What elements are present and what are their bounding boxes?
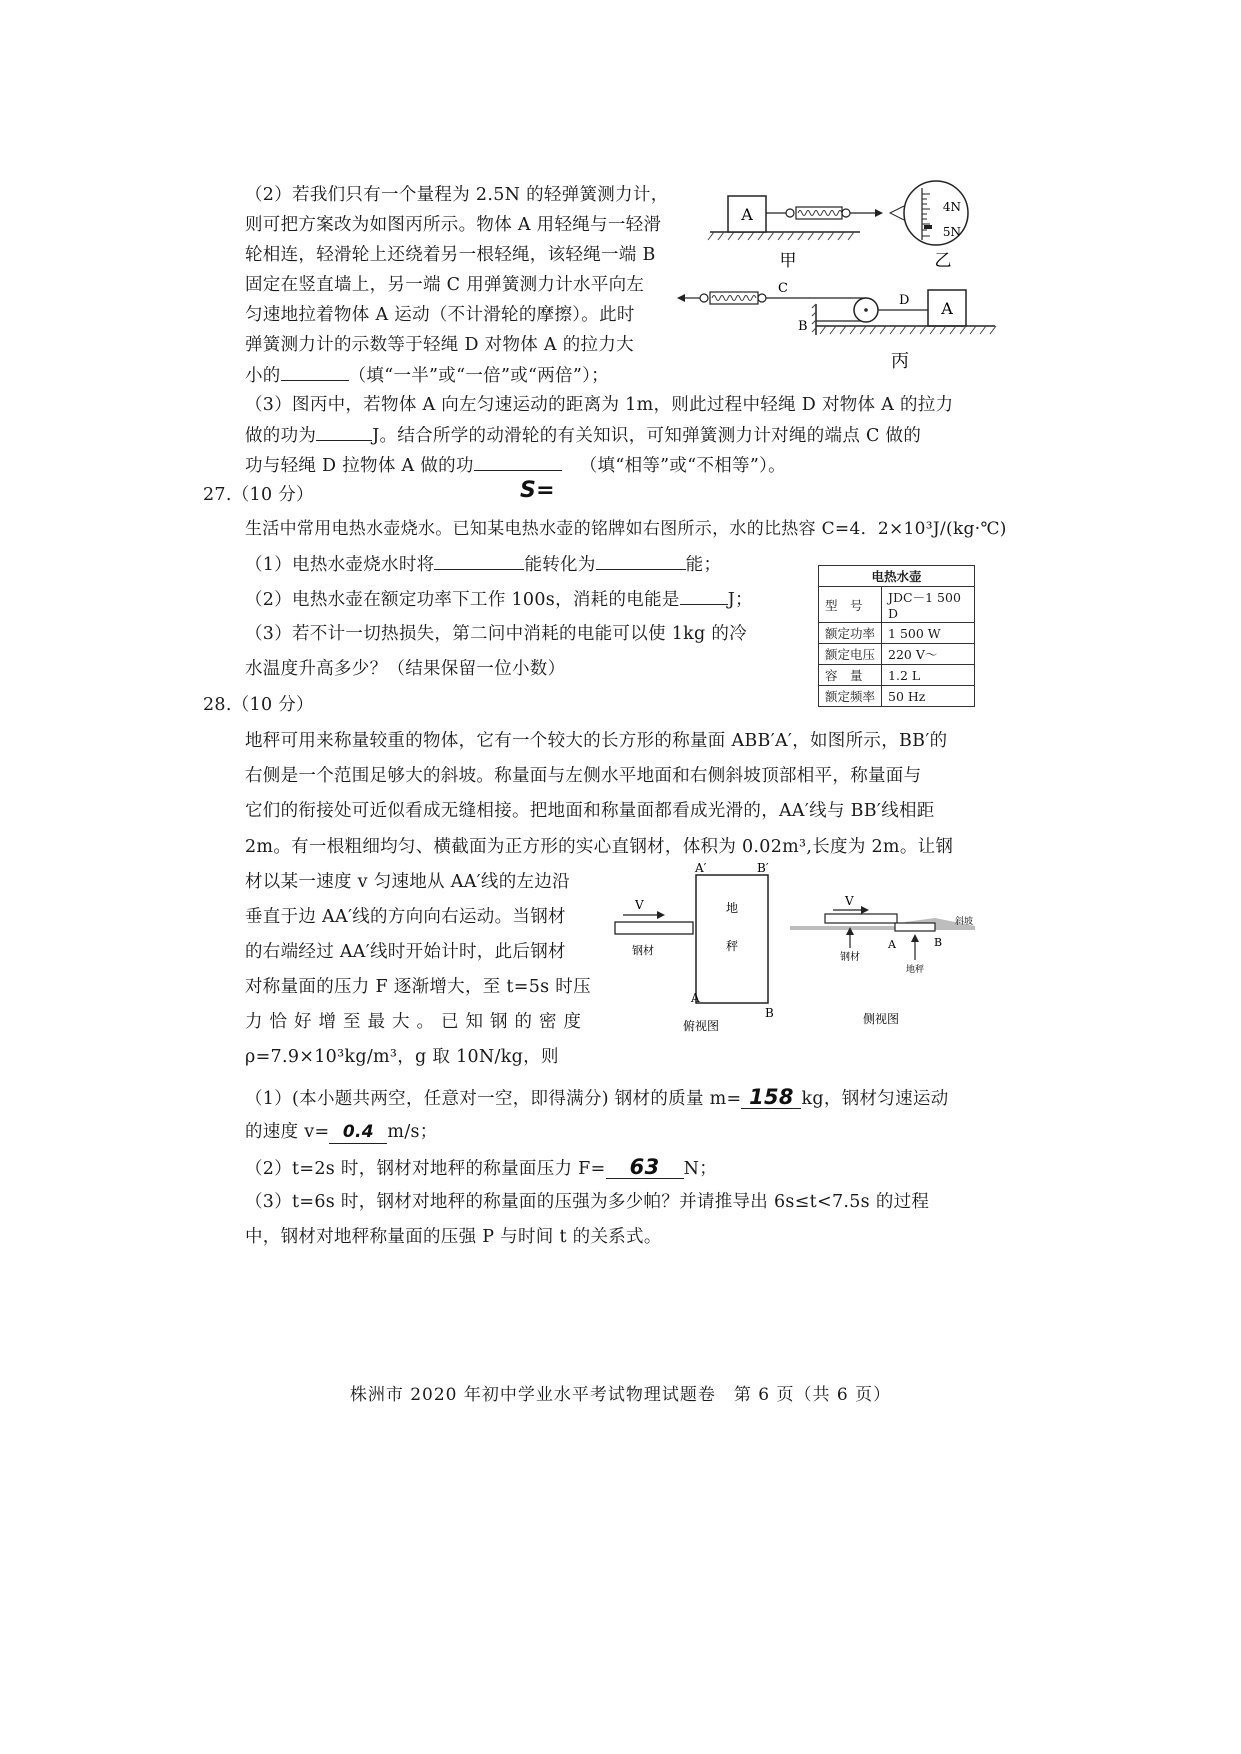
nameplate-title: 电热水壶: [819, 566, 975, 587]
scale-char-2: 秤: [725, 939, 739, 953]
spring-scale-jia: [796, 207, 842, 219]
q26-p2-line6: 弹簧测力计的示数等于轻绳 D 对物体 A 的拉力大: [245, 335, 634, 355]
q26-p3-line3-a: 功与轻绳 D 拉物体 A 做的功: [245, 456, 474, 476]
q28-l7: 的右端经过 AA′线时开始计时，此后钢材: [245, 942, 566, 962]
q28-l5: 材以某一速度 v 匀速地从 AA′线的左边沿: [245, 872, 570, 892]
handwritten-mark: S=: [520, 478, 555, 503]
q26-p2-line4: 固定在竖直墙上，另一端 C 用弹簧测力计水平向左: [245, 275, 645, 295]
answer-blank[interactable]: [281, 364, 349, 381]
label-c: C: [778, 281, 788, 296]
v-label-side: V: [845, 894, 854, 908]
nameplate-value: 1.2 L: [882, 665, 975, 686]
q26-p2-line7-b: （填“一半”或“一倍”或“两倍”）；: [348, 366, 609, 386]
q27-p3-line1: （3）若不计一切热损失，第二问中消耗的电能可以使 1kg 的冷: [245, 624, 747, 644]
nameplate-key: 额定电压: [819, 644, 882, 665]
scale-5n: 5N: [942, 225, 962, 239]
q26-p2-line7-a: 小的: [245, 366, 281, 386]
kettle-nameplate: [818, 565, 975, 707]
scale-label-side: 地秤: [905, 965, 925, 975]
q26-p3-line3-b: （填“相等”或“不相等”）。: [579, 456, 786, 476]
q26-p2-line2: 则可把方案改为如图丙所示。物体 A 用轻绳与一轻滑: [245, 215, 662, 235]
q28-l2: 右侧是一个范围足够大的斜坡。称量面与左侧水平地面和右侧斜坡顶部相平，称量面与: [245, 766, 922, 786]
nameplate-key: 额定功率: [819, 623, 882, 644]
b-prime-label: B′: [757, 861, 769, 875]
q28-s1-d: m/s；: [387, 1122, 438, 1142]
q26-p3-line2: [245, 424, 921, 447]
q28-l6: 垂直于边 AA′线的方向向右运动。当钢材: [245, 907, 566, 927]
label-d: D: [899, 293, 910, 308]
label-bing: 丙: [891, 351, 909, 372]
q26-p3-line1: （3）图丙中，若物体 A 向左匀速运动的距离为 1m，则此过程中轻绳 D 对物体 A 的拉力: [245, 395, 954, 415]
b-label-side: B: [934, 936, 943, 949]
slope-label: 斜坡: [955, 917, 974, 927]
steel-label-top: 钢材: [632, 944, 654, 957]
q28-s1-c: 的速度 v=: [245, 1122, 330, 1142]
q27-p3-line2: 水温度升高多少？（结果保留一位小数）: [245, 659, 566, 679]
answer-blank[interactable]: [596, 553, 686, 570]
q28-s1-b: kg，钢材匀速运动: [801, 1089, 949, 1109]
answer-blank[interactable]: [434, 553, 524, 570]
q26-p2-line3: 轮相连，轻滑轮上还绕着另一根轻绳，该轻绳一端 B: [245, 245, 656, 265]
side-view-caption: 侧视图: [863, 1012, 900, 1026]
q27-p1-a: （1）电热水壶烧水时将: [245, 555, 435, 575]
b-label-top: B: [765, 1006, 774, 1020]
q28-s3-line2: 中，钢材对地秤称量面的压强 P 与时间 t 的关系式。: [245, 1227, 662, 1247]
page-footer: 株洲市 2020 年初中学业水平考试物理试题卷 第 6 页（共 6 页）: [349, 1385, 892, 1405]
nameplate-value: JDC－1 500 D: [882, 587, 975, 623]
block-a-label: A: [741, 205, 753, 224]
answer-blank[interactable]: [316, 424, 372, 441]
answer-force[interactable]: 63: [606, 1156, 684, 1179]
q26-p2-line5: 匀速地拉着物体 A 运动（不计滑轮的摩擦）。此时: [245, 305, 635, 325]
q28-s3-line1: （3）t=6s 时，钢材对地秤的称量面的压强为多少帕？并请推导出 6s≤t<7.5s 的过程: [245, 1192, 930, 1212]
nameplate-key: 容 量: [819, 665, 882, 686]
nameplate-value: 1 500 W: [882, 623, 975, 644]
block-a-bing-label: A: [941, 299, 953, 318]
q27-p1: [245, 553, 721, 576]
answer-blank[interactable]: [474, 454, 562, 471]
v-label-top: V: [635, 898, 644, 912]
q26-p2-line7: [245, 364, 609, 387]
q27-p2-a: （2）电热水壶在额定功率下工作 100s，消耗的电能是: [245, 590, 680, 610]
nameplate-key: 额定频率: [819, 686, 882, 707]
q28-s2-b: N；: [683, 1159, 717, 1179]
spring-scale-bing: [710, 292, 758, 304]
scale-surface-side: [895, 923, 935, 931]
q28-l4: 2m。有一根粗细均匀、横截面为正方形的实心直钢材，体积为 0.02m³,长度为 2m。让钢: [245, 837, 954, 857]
q28-l9: 力恰好增至最大。已知钢的密度: [245, 1012, 588, 1032]
top-view-caption: 俯视图: [683, 1019, 720, 1033]
label-b: B: [798, 319, 808, 334]
q28-s1-a: （1）(本小题共两空，任意对一空，即得满分) 钢材的质量 m=: [245, 1089, 742, 1109]
q28-l3: 它们的衔接处可近似看成无缝相接。把地面和称量面都看成光滑的，AA′线与 BB′线相距: [245, 801, 935, 821]
q26-p3-line2-b: J。结合所学的动滑轮的有关知识，可知弹簧测力计对绳的端点 C 做的: [372, 426, 922, 446]
a-prime-label: A′: [695, 861, 707, 875]
q27-intro: 生活中常用电热水壶烧水。已知某电热水壶的铭牌如右图所示，水的比热容 C=4．2×10³J/(kg·℃): [245, 519, 1007, 539]
q26-figure: [690, 180, 1010, 380]
scale-4n: 4N: [942, 200, 962, 214]
q27-p2-b: J；: [727, 590, 753, 610]
nameplate-value: 50 Hz: [882, 686, 975, 707]
answer-blank[interactable]: [680, 588, 728, 605]
q28-s1-line1: [245, 1086, 949, 1110]
q28-l1: 地秤可用来称量较重的物体，它有一个较大的长方形的称量面 ABB′A′，如图所示，BB′的: [245, 731, 948, 751]
answer-velocity[interactable]: 0.4: [329, 1121, 387, 1144]
q27-p1-c: 能；: [685, 555, 722, 575]
q28-s2-a: （2）t=2s 时，钢材对地秤的称量面压力 F=: [245, 1159, 606, 1179]
nameplate-key: 型 号: [819, 587, 882, 623]
q26-p2-line1: （2）若我们只有一个量程为 2.5N 的轻弹簧测力计，: [245, 185, 669, 205]
q27-p1-b: 能转化为: [524, 555, 596, 575]
steel-label-side: 钢材: [840, 952, 860, 963]
q28-figure: [605, 860, 995, 1035]
q26-p3-line2-a: 做的功为: [245, 426, 317, 446]
q28-l10: ρ=7.9×10³kg/m³，g 取 10N/kg，则: [245, 1047, 559, 1067]
nameplate-value: 220 V～: [882, 644, 975, 665]
q28-l8: 对称量面的压力 F 逐渐增大，至 t=5s 时压: [245, 977, 591, 997]
scale-char-1: 地: [725, 901, 739, 915]
steel-bar-top: [615, 922, 693, 934]
label-jia: 甲: [779, 251, 797, 271]
label-yi: 乙: [934, 251, 952, 271]
q27-p2: [245, 588, 753, 611]
a-label-side: A: [888, 938, 896, 951]
q28-s2: [245, 1156, 717, 1180]
q27-number: 27.（10 分）: [203, 485, 314, 505]
steel-bar-side: [825, 914, 897, 923]
q28-number: 28.（10 分）: [203, 695, 314, 715]
answer-mass[interactable]: 158: [741, 1086, 801, 1109]
a-label-top: A: [691, 991, 700, 1005]
q26-p3-line3: [245, 454, 786, 477]
q28-s1-line2: [245, 1121, 438, 1144]
